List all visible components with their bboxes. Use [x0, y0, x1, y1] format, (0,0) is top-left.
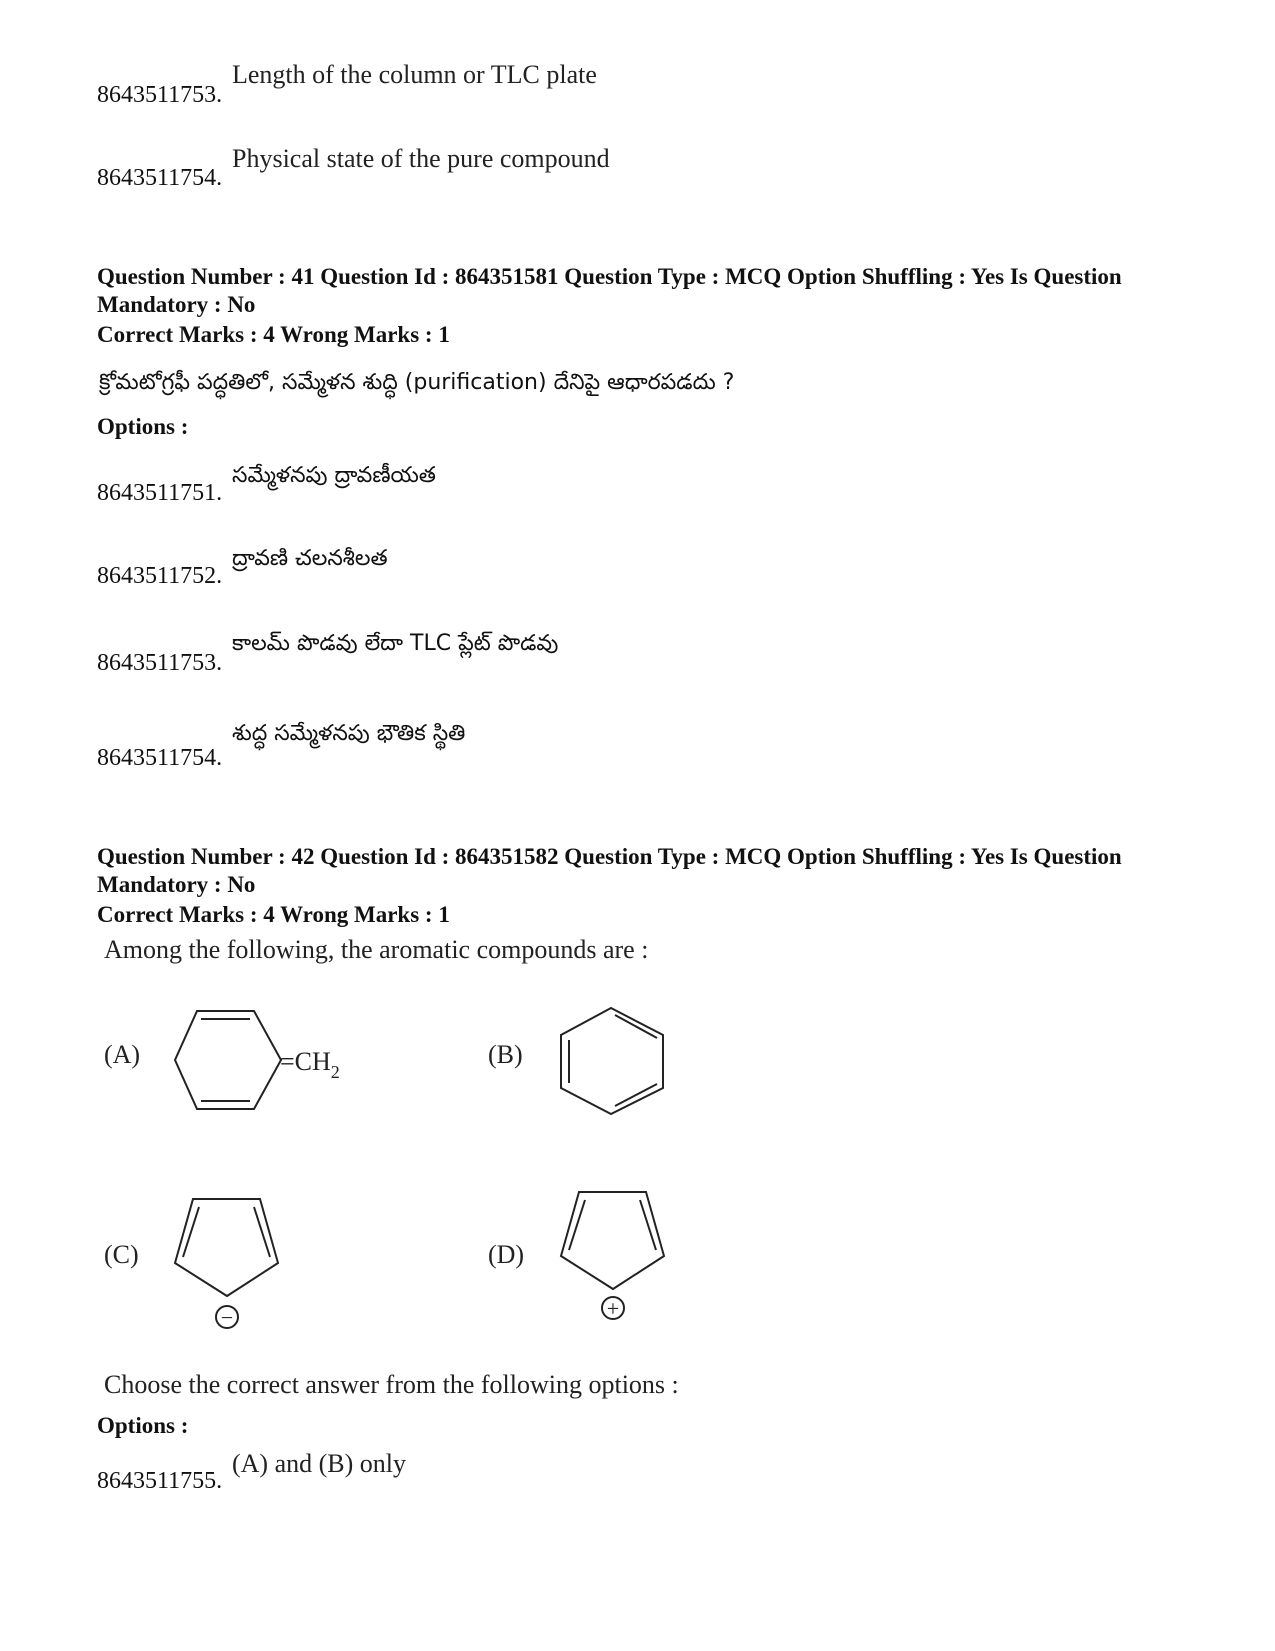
option-text: Physical state of the pure compound [232, 144, 610, 173]
option-text: సమ్మేళనపు ద్రావణీయత [232, 463, 436, 488]
charge-text: + [606, 1296, 620, 1321]
option-id: 8643511754. [97, 745, 223, 771]
option-id: 8643511751. [97, 480, 223, 506]
structure-c-label: (C) [104, 1240, 139, 1269]
ring-hexagon [561, 1008, 663, 1114]
structure-d-label: (D) [488, 1240, 525, 1269]
structure-b-label: (B) [488, 1040, 523, 1069]
option-text: Length of the column or TLC plate [232, 60, 597, 89]
question-41-text: క్రోమటోగ్రఫీ పద్ధతిలో, సమ్మేళన శుద్ధి (purification) దేనిపై ఆధారపడదు ? [99, 370, 735, 395]
question-42-instruction: Choose the correct answer from the following options : [104, 1370, 679, 1399]
option-id: 8643511753. [97, 82, 223, 108]
structure-d-cyclopentadienyl-cation [556, 1188, 671, 1328]
ring-pentagon [561, 1192, 664, 1289]
structure-c-cyclopentadienyl-anion [170, 1195, 285, 1335]
option-text: కాలమ్ పొడవు లేదా TLC ప్లేట్ పొడవు [232, 631, 559, 656]
substituent-text: =CH [280, 1047, 331, 1076]
option-id: 8643511755. [97, 1468, 223, 1494]
question-41-marks: Correct Marks : 4 Wrong Marks : 1 [97, 322, 450, 347]
inner-double-bond [615, 1015, 657, 1038]
substituent-subscript: 2 [330, 1062, 340, 1082]
option-text: శుద్ధ సమ్మేళనపు భౌతిక స్థితి [232, 721, 466, 746]
inner-double-bond [640, 1200, 656, 1250]
option-text: ద్రావణి చలనశీలత [232, 546, 388, 571]
charge-text: − [220, 1305, 234, 1330]
question-42-text: Among the following, the aromatic compounds are : [104, 935, 649, 964]
question-41-options-label: Options : [97, 414, 189, 439]
question-41-header: Question Number : 41 Question Id : 864351581 Question Type : MCQ Option Shuffling : Yes Is Question Mandatory : No [97, 264, 1122, 317]
inner-double-bond [183, 1207, 199, 1257]
question-42-options-label: Options : [97, 1413, 189, 1438]
option-id: 8643511752. [97, 563, 223, 589]
option-text: (A) and (B) only [232, 1449, 407, 1478]
option-id: 8643511754. [97, 165, 223, 191]
question-42-header: Question Number : 42 Question Id : 864351582 Question Type : MCQ Option Shuffling : Yes Is Question Mandatory : No [97, 844, 1122, 897]
ring-pentagon [175, 1199, 278, 1296]
ring-hexagon [175, 1011, 281, 1109]
option-id: 8643511753. [97, 650, 223, 676]
structure-a-methylenecyclohexadiene [170, 1010, 380, 1120]
inner-double-bond [254, 1207, 270, 1257]
substituent-label [280, 1047, 340, 1082]
structure-b-benzene [556, 1005, 671, 1115]
inner-double-bond [569, 1200, 585, 1250]
question-42-marks: Correct Marks : 4 Wrong Marks : 1 [97, 902, 450, 927]
structure-a-label: (A) [104, 1040, 141, 1069]
